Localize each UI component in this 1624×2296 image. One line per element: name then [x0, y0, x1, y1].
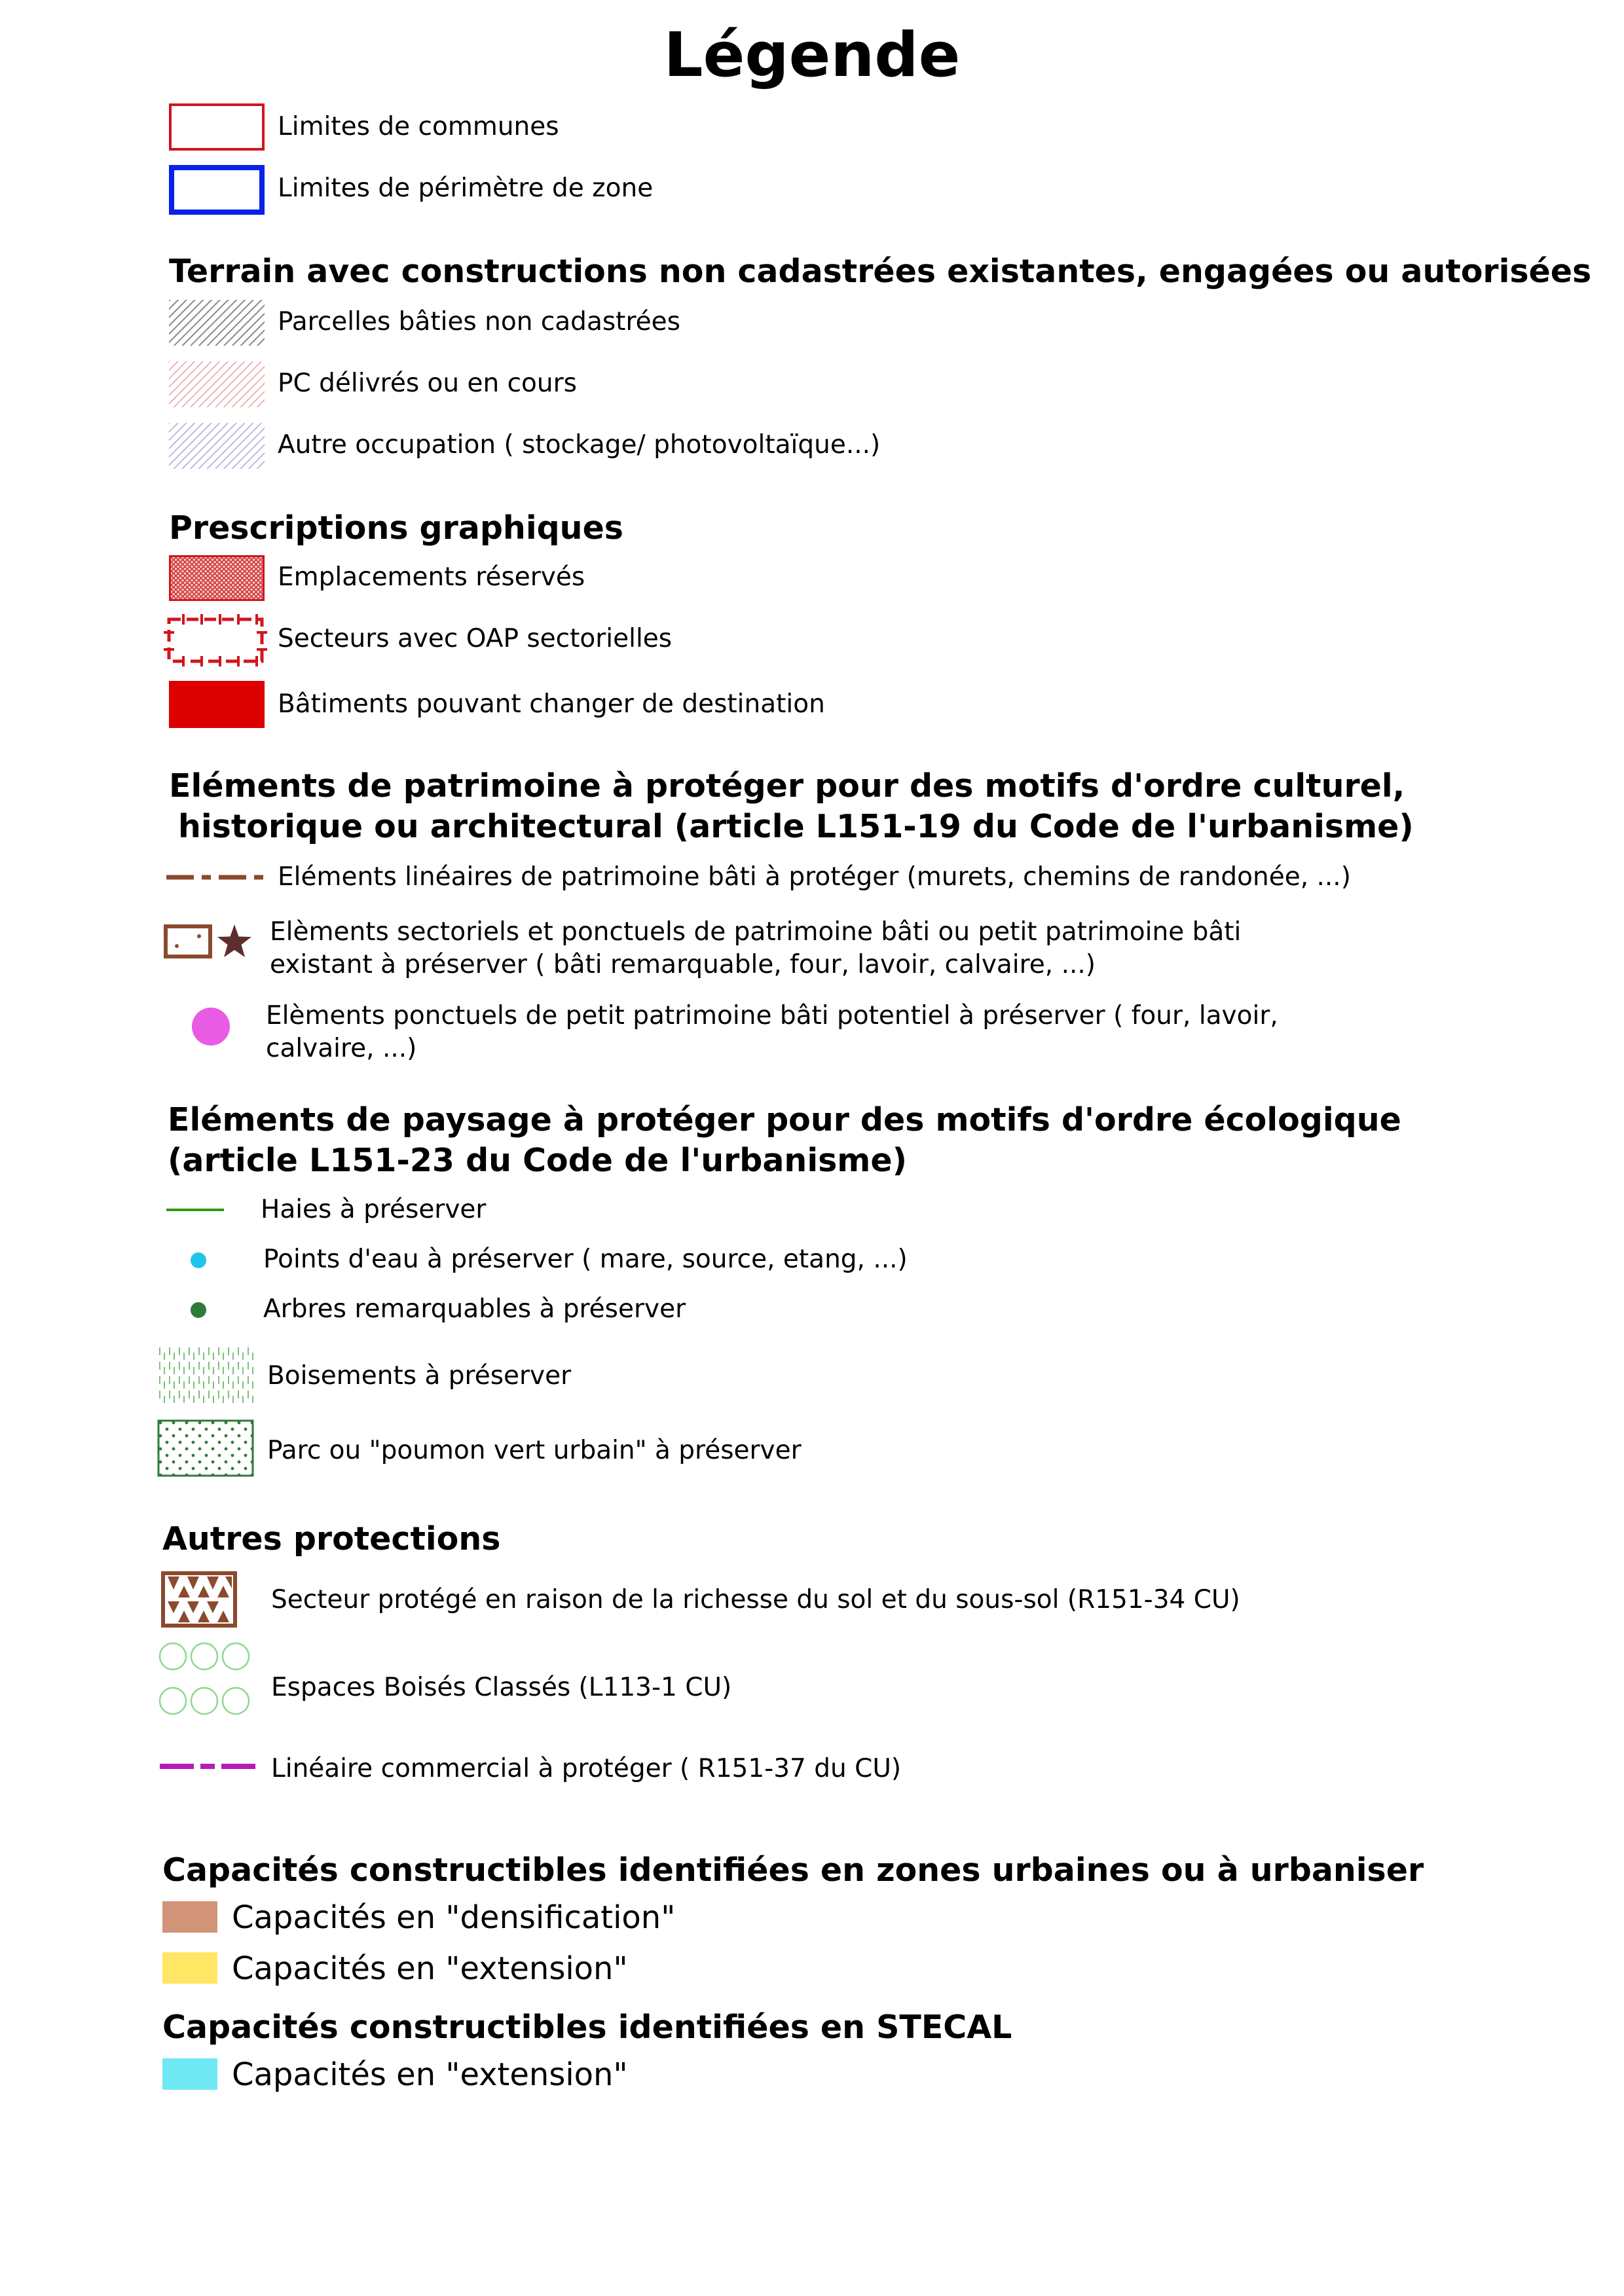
oap-sector-symbol [164, 613, 268, 668]
section-heading-autres: Autres protections [162, 1520, 501, 1558]
legend-label-autre-occupation: Autre occupation ( stockage/ photovoltaïque...) [278, 430, 881, 460]
legend-label-densification: Capacités en "densification" [232, 1899, 676, 1936]
legend-label-pc: PC délivrés ou en cours [278, 369, 577, 398]
section-heading-patrimoine-1: Eléments de patrimoine à protéger pour des motifs d'ordre culturel, [169, 767, 1405, 805]
section-heading-capacites-urbaines: Capacités constructibles identifiées en zones urbaines ou à urbaniser [162, 1851, 1424, 1889]
section-heading-patrimoine-2: historique ou architectural (article L151-19 du Code de l'urbanisme) [178, 808, 1414, 845]
legend-label-parc: Parc ou "poumon vert urbain" à préserver [267, 1436, 802, 1465]
legend-label-parcelles: Parcelles bâties non cadastrées [278, 307, 680, 337]
legend-label-perimetre: Limites de périmètre de zone [278, 173, 654, 203]
legend-label-lineaires: Eléments linéaires de patrimoine bâti à protéger (murets, chemins de randonée, ...) [278, 862, 1351, 892]
building-permit-hatch-symbol [169, 361, 265, 407]
legend-label-points-eau: Points d'eau à préserver ( mare, source, etang, ...) [263, 1245, 908, 1274]
potential-heritage-dot-icon [191, 1007, 231, 1046]
water-point-icon [190, 1252, 207, 1269]
section-heading-prescriptions: Prescriptions graphiques [169, 509, 623, 547]
zone-perimeter-symbol [169, 165, 265, 215]
soil-richness-symbol [161, 1571, 237, 1628]
reserved-location-symbol [169, 555, 265, 601]
legend-label-extension: Capacités en "extension" [232, 1950, 628, 1987]
stecal-extension-swatch [162, 2058, 217, 2090]
legend-label-commercial: Linéaire commercial à protéger ( R151-37 du CU) [271, 1754, 902, 1783]
legend-label-ebc: Espaces Boisés Classés (L113-1 CU) [271, 1673, 732, 1702]
legend-label-stecal-extension: Capacités en "extension" [232, 2056, 628, 2093]
section-heading-paysage-1: Eléments de paysage à protéger pour des motifs d'ordre écologique [168, 1101, 1401, 1139]
section-heading-terrain: Terrain avec constructions non cadastrées existantes, engagées ou autorisées [169, 253, 1592, 290]
extension-swatch [162, 1952, 217, 1984]
legend-label-batiments: Bâtiments pouvant changer de destination [278, 689, 825, 719]
legend-label-emplacements: Emplacements réservés [278, 562, 585, 592]
legend-label-boisements: Boisements à préserver [267, 1361, 572, 1391]
heritage-star-icon [216, 923, 253, 960]
section-heading-paysage-2: (article L151-23 du Code de l'urbanisme) [168, 1142, 907, 1179]
unregistered-buildings-hatch-symbol [169, 300, 265, 346]
legend-label-ponctuels-1: Elèments ponctuels de petit patrimoine bâti potentiel à préserver ( four, lavoir, [266, 1001, 1278, 1030]
building-destination-change-symbol [169, 681, 265, 728]
commercial-linear-symbol [160, 1762, 262, 1770]
densification-swatch [162, 1901, 217, 1933]
legend-label-sectoriels-1: Elèments sectoriels et ponctuels de patrimoine bâti ou petit patrimoine bâti [270, 917, 1242, 947]
legend-label-ponctuels-2: calvaire, ...) [266, 1034, 417, 1063]
hedge-line-symbol [166, 1207, 224, 1212]
urban-park-symbol [157, 1419, 254, 1477]
other-occupation-hatch-symbol [169, 423, 265, 469]
legend-label-sol: Secteur protégé en raison de la richesse du sol et du sous-sol (R151-34 CU) [271, 1585, 1240, 1614]
page-title: Légende [663, 20, 961, 91]
woodland-symbol [157, 1346, 255, 1404]
legend-label-sectoriels-2: existant à préserver ( bâti remarquable, four, lavoir, calvaire, ...) [270, 950, 1096, 979]
heritage-linear-symbol [166, 872, 268, 883]
commune-limit-symbol [169, 103, 265, 151]
classified-woodland-symbol [160, 1651, 258, 1717]
legend-label-haies: Haies à préserver [261, 1195, 487, 1224]
legend-label-arbres: Arbres remarquables à préserver [263, 1294, 686, 1324]
section-heading-capacites-stecal: Capacités constructibles identifiées en STECAL [162, 2009, 1012, 2046]
heritage-sector-symbol [164, 924, 212, 958]
remarkable-tree-icon [190, 1302, 207, 1319]
legend-label-communes: Limites de communes [278, 112, 559, 141]
legend-label-oap: Secteurs avec OAP sectorielles [278, 624, 673, 653]
